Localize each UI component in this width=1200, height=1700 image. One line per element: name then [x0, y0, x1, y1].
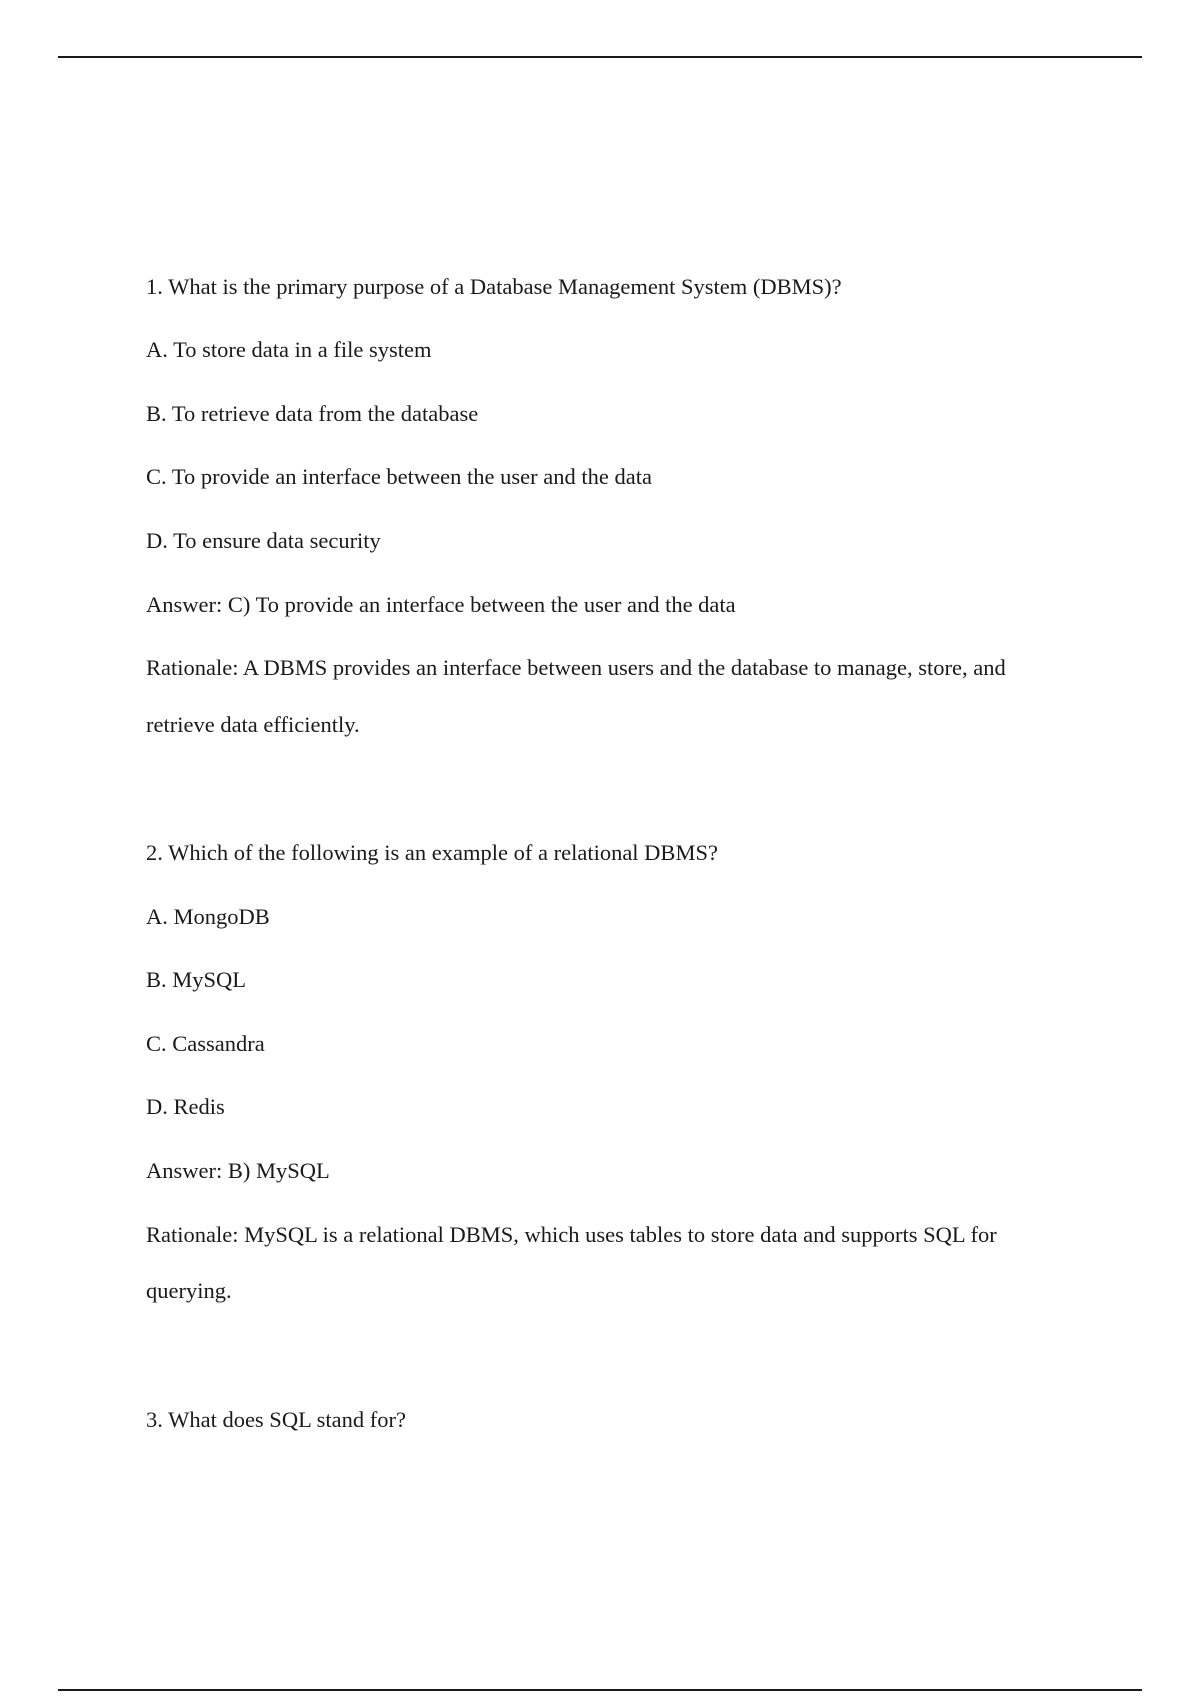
question-1-answer: Answer: C) To provide an interface between the user and the data	[146, 592, 736, 617]
question-2-option-b: B. MySQL	[146, 967, 247, 992]
question-1-option-c: C. To provide an interface between the user and the data	[146, 464, 652, 489]
question-1-option-b: B. To retrieve data from the database	[146, 401, 479, 426]
question-1-text: 1. What is the primary purpose of a Database Management System (DBMS)?	[146, 274, 842, 299]
question-2-text: 2. Which of the following is an example of a relational DBMS?	[146, 840, 718, 865]
question-3-text: 3. What does SQL stand for?	[146, 1407, 406, 1432]
question-2-answer: Answer: B) MySQL	[146, 1158, 330, 1183]
question-2-option-a: A. MongoDB	[146, 904, 270, 929]
question-1-option-a: A. To store data in a file system	[146, 337, 432, 362]
footer-rule	[58, 1689, 1142, 1691]
question-2-rationale-line-1: Rationale: MySQL is a relational DBMS, which uses tables to store data and supports SQL for	[146, 1222, 997, 1247]
header-rule	[58, 56, 1142, 58]
question-1-rationale-line-1: Rationale: A DBMS provides an interface between users and the database to manage, store, and	[146, 655, 1006, 680]
question-2-option-d: D. Redis	[146, 1094, 225, 1119]
question-1-option-d: D. To ensure data security	[146, 528, 381, 553]
question-1-rationale-line-2: retrieve data efficiently.	[146, 712, 360, 737]
question-2-rationale-line-2: querying.	[146, 1278, 232, 1303]
question-2-option-c: C. Cassandra	[146, 1031, 265, 1056]
